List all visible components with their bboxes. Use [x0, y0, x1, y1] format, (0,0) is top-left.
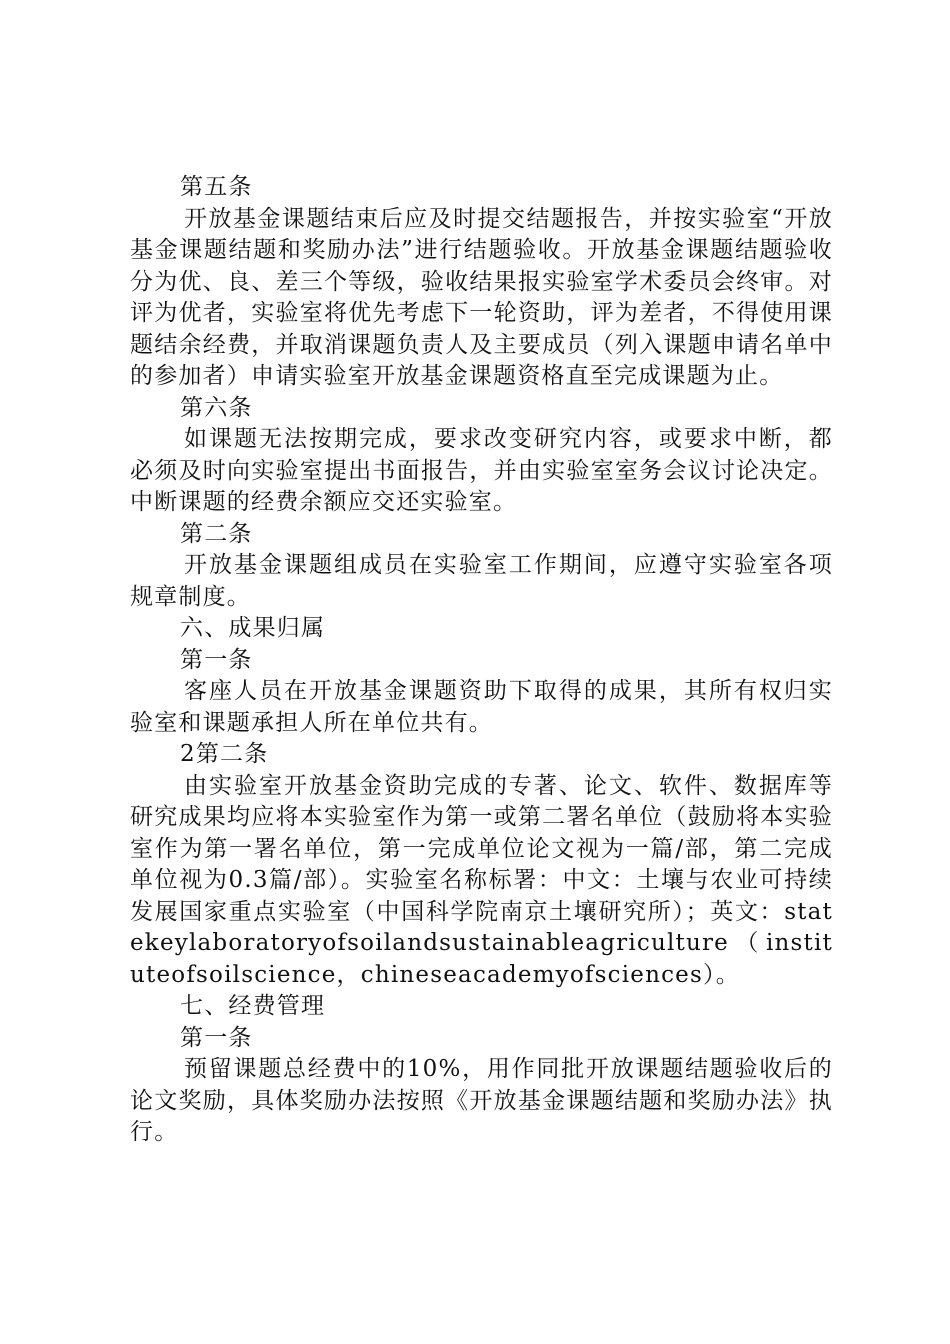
article-heading: 第一条	[180, 646, 253, 673]
paragraph: 如课题无法按期完成，要求改变研究内容，或要求中断，都必须及时向实验室提出书面报告，并由实验室室务会议讨论决定。中断课题的经费余额应交还实验室。	[130, 426, 833, 515]
document-body	[130, 172, 833, 1149]
paragraph: 客座人员在开放基金课题资助下取得的成果，其所有权归实验室和课题承担人所在单位共有。	[130, 678, 833, 736]
article-heading: 第五条	[180, 174, 253, 200]
section-heading: 六、成果归属	[180, 615, 326, 641]
section-heading: 七、经费管理	[180, 993, 326, 1019]
paragraph: 预留课题总经费中的10%，用作同批开放课题结题验收后的论文奖励，具体奖励办法按照《开放基金课题结题和奖励办法》执行。	[130, 1056, 833, 1145]
paragraph: 开放基金课题组成员在实验室工作期间，应遵守实验室各项规章制度。	[130, 552, 833, 610]
paragraph-lab-name: 由实验室开放基金资助完成的专著、论文、软件、数据库等研究成果均应将本实验室作为第一或第二署名单位（鼓励将本实验室作为第一署名单位，第一完成单位论文视为一篇/部，第二完成单位视为0.3篇/部）。实验室名称标署：中文：土壤与农业可持续发展国家重点实验室（中国科学院南京土壤研究所）；英文：statekeylaboratoryofsoilandsustainableagriculture（instituteofsoilscience，chineseacademyofsciences）。	[130, 772, 833, 988]
article-heading: 第一条	[180, 1024, 253, 1051]
paragraph: 开放基金课题结束后应及时提交结题报告，并按实验室“开放基金课题结题和奖励办法”进行结题验收。开放基金课题结题验收分为优、良、差三个等级，验收结果报实验室学术委员会终审。对评为优者，实验室将优先考虑下一轮资助，评为差者，不得使用课题结余经费，并取消课题负责人及主要成员（列入课题申请名单中的参加者）申请实验室开放基金课题资格直至完成课题为止。	[130, 205, 833, 389]
article-heading: 2第二条	[180, 741, 269, 767]
article-heading: 第二条	[180, 520, 253, 547]
article-heading: 第六条	[180, 394, 253, 421]
